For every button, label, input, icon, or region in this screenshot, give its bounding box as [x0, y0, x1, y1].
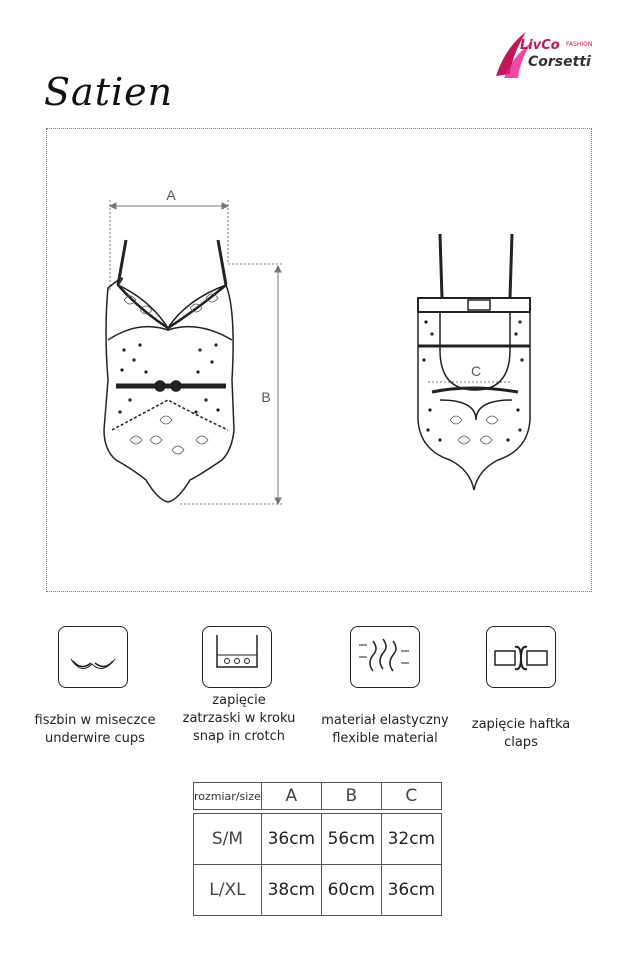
measure-a-line [110, 200, 228, 290]
header-b: B [321, 783, 381, 810]
size-value: 36cm [381, 865, 441, 916]
feature-line: underwire cups [45, 731, 145, 746]
elastic-material-icon [350, 626, 420, 688]
size-table [193, 782, 442, 916]
feature-line: claps [504, 735, 538, 750]
size-value: 60cm [321, 865, 381, 916]
size-value: 56cm [321, 814, 381, 865]
hook-clasp-icon [486, 626, 556, 688]
back-floral-lace [450, 416, 498, 444]
table-row [194, 865, 442, 916]
feature-line: zatrzaski w kroku [182, 711, 296, 726]
size-table-header [194, 783, 442, 810]
size-value: 38cm [261, 865, 321, 916]
snap-crotch-icon [202, 626, 272, 688]
label-a: A [166, 187, 176, 203]
header-a: A [261, 783, 321, 810]
front-bodysuit-drawing [104, 240, 234, 502]
feature-line: materiał elastyczny [321, 713, 449, 728]
feature-line: flexible material [332, 731, 438, 746]
brand-name-line1: LivCo [520, 38, 560, 53]
feature-clasp-text [446, 716, 596, 752]
front-floral-lace [124, 294, 218, 454]
feature-line: snap in crotch [193, 729, 285, 744]
size-label: S/M [194, 814, 262, 865]
feature-elastic-text [310, 712, 460, 748]
front-dots-pattern [118, 343, 219, 413]
back-dots-pattern [422, 320, 523, 441]
brand-name-line2: Corsetti [528, 54, 591, 70]
back-bodysuit-drawing [418, 234, 530, 490]
feature-snap-text [164, 692, 314, 746]
feature-line: zapięcie [212, 693, 266, 708]
table-row [194, 814, 442, 865]
underwire-cups-icon [58, 626, 128, 688]
size-value: 32cm [381, 814, 441, 865]
product-title: Satien [44, 70, 174, 114]
label-b: B [261, 389, 271, 405]
header-size: rozmiar/size [194, 783, 262, 810]
label-c: C [470, 363, 482, 379]
size-value: 36cm [261, 814, 321, 865]
feature-underwire-text [20, 712, 170, 748]
feature-line: fiszbin w miseczce [34, 713, 156, 728]
header-c: C [381, 783, 441, 810]
brand-tag: FASHION [566, 41, 593, 48]
feature-line: zapięcie haftka [471, 717, 571, 732]
size-label: L/XL [194, 865, 262, 916]
